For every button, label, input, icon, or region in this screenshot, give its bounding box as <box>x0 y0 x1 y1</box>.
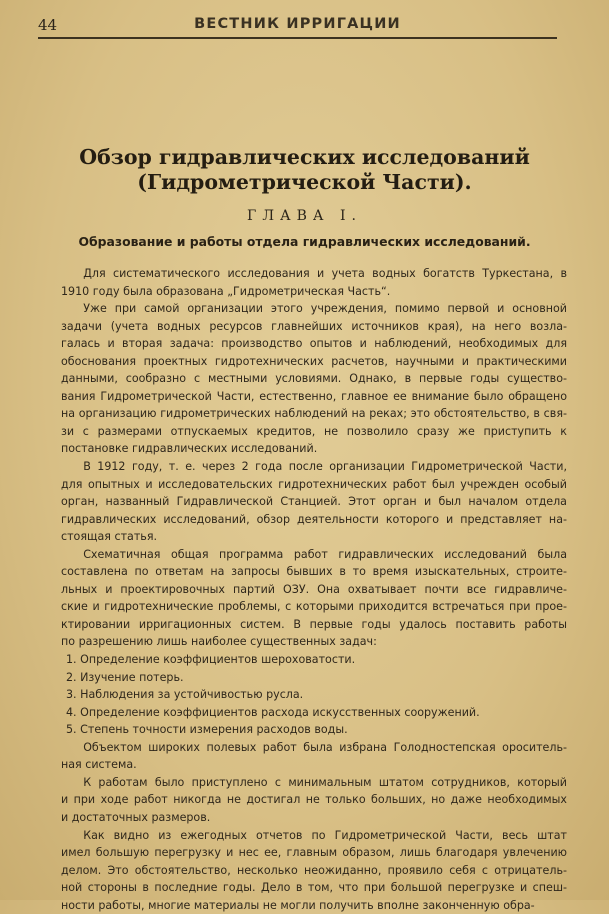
paragraph <box>61 774 567 827</box>
running-header <box>38 14 557 38</box>
text-line: обоснования проектных гидротехнических расчетов, научными и практическими <box>61 353 567 371</box>
article-title <box>40 145 569 195</box>
task-list <box>61 651 567 739</box>
text-line: ктировании ирригационных систем. В первые годы удалось поставить работы <box>61 616 567 634</box>
list-item: 2. Изучение потерь. <box>61 669 567 687</box>
text-line: задачи (учета водных ресурсов главнейших источников края), на него возла- <box>61 318 567 336</box>
text-line: Как видно из ежегодных отчетов по Гидрометрической Части, весь штат <box>61 827 567 845</box>
text-line: галась и вторая задача: производство опытов и наблюдений, необходимых для <box>61 335 567 353</box>
paragraph <box>61 300 567 458</box>
article-title-line: (Гидрометрической Части). <box>40 170 569 195</box>
paragraph <box>61 827 567 914</box>
header-rule <box>38 37 557 39</box>
article-title-line: Обзор гидравлических исследований <box>40 145 569 170</box>
text-line: В 1912 году, т. е. через 2 года после организации Гидрометрической Части, <box>61 458 567 476</box>
text-line: орган, названный Гидравлической Станцией. Этот орган и был началом отдела <box>61 493 567 511</box>
text-line: Объектом широких полевых работ была избрана Голодностепская ороситель- <box>61 739 567 757</box>
paragraph <box>61 546 567 651</box>
text-line: делом. Это обстоятельство, несколько неожиданно, проявило себя с отрицатель- <box>61 862 567 880</box>
chapter-heading: ГЛАВА I. <box>0 208 609 224</box>
paragraph <box>61 458 567 546</box>
text-line: стоящая статья. <box>61 528 567 546</box>
list-item: 4. Определение коэффициентов расхода искусственных сооружений. <box>61 704 567 722</box>
list-item: 1. Определение коэффициентов шероховатости. <box>61 651 567 669</box>
text-line: данными, сообразно с местными условиями. Однако, в первые годы существо- <box>61 370 567 388</box>
text-line: Уже при самой организации этого учреждения, помимо первой и основной <box>61 300 567 318</box>
text-line: и достаточных размеров. <box>61 809 567 827</box>
text-line: постановке гидравлических исследований. <box>61 440 567 458</box>
list-item: 5. Степень точности измерения расходов воды. <box>61 721 567 739</box>
list-item: 3. Наблюдения за устойчивостью русла. <box>61 686 567 704</box>
text-line: 1910 году была образована „Гидрометрическая Часть“. <box>61 283 567 301</box>
text-line: на организацию гидрометрических наблюдений на реках; это обстоятельство, в свя- <box>61 405 567 423</box>
text-line: зи с размерами отпускаемых кредитов, не позволило сразу же приступить к <box>61 423 567 441</box>
text-line: Для систематического исследования и учета водных богатств Туркестана, в <box>61 265 567 283</box>
text-line: по разрешению лишь наиболее существенных задач: <box>61 633 567 651</box>
text-line: ной стороны в последние годы. Дело в том, что при большой перегрузке и спеш- <box>61 879 567 897</box>
text-line: ности работы, многие материалы не могли получить вполне законченную обра- <box>61 897 567 914</box>
page-number: 44 <box>38 16 57 34</box>
text-line: ские и гидротехнические проблемы, с которыми приходится встречаться при прое- <box>61 598 567 616</box>
text-line: для опытных и исследовательских гидротехнических работ был учрежден особый <box>61 476 567 494</box>
article-body <box>61 265 567 914</box>
text-line: составлена по ответам на запросы бывших в то время изыскательных, строите- <box>61 563 567 581</box>
text-line: и при ходе работ никогда не достигал не только больших, но даже необходимых <box>61 791 567 809</box>
paragraph <box>61 265 567 300</box>
text-line: К работам было приступлено с минимальным штатом сотрудников, который <box>61 774 567 792</box>
text-line: Схематичная общая программа работ гидравлических исследований была <box>61 546 567 564</box>
text-line: имел большую перегрузку и нес ее, главным образом, лишь благодаря увлечению <box>61 844 567 862</box>
text-line: льных и проектировочных партий ОЗУ. Она охватывает почти все гидравличе- <box>61 581 567 599</box>
section-title: Образование и работы отдела гидравлических исследований. <box>30 234 579 249</box>
paragraph <box>61 739 567 774</box>
text-line: вания Гидрометрической Части, естественно, главное ее внимание было обращено <box>61 388 567 406</box>
text-line: ная система. <box>61 756 567 774</box>
journal-title: ВЕСТНИК ИРРИГАЦИИ <box>38 16 557 32</box>
text-line: гидравлических исследований, обзор деятельности которого и представляет на- <box>61 511 567 529</box>
